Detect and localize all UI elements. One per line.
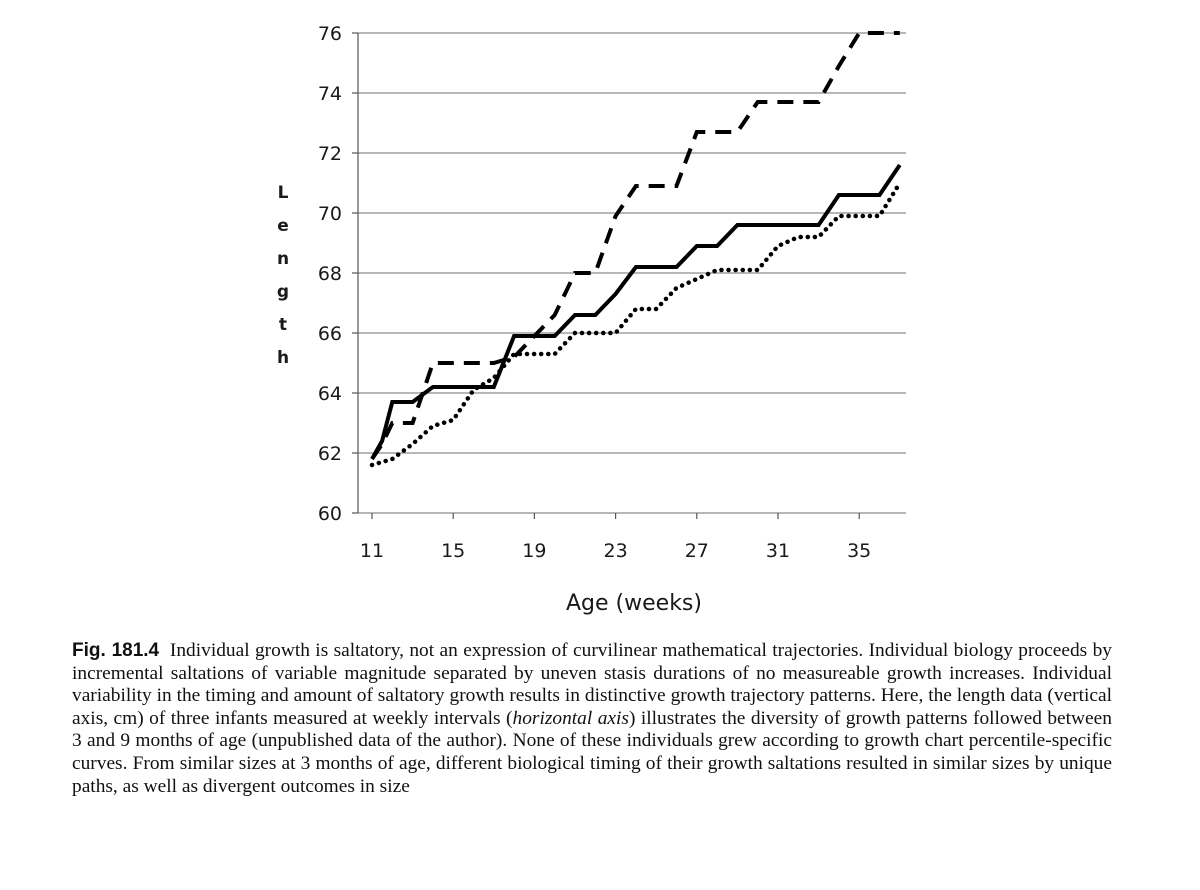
y-tick-label: 76 (317, 23, 342, 45)
y-axis-title-letter: t (278, 315, 288, 335)
x-tick-labels (360, 540, 871, 562)
y-tick-label: 66 (317, 323, 342, 345)
caption-italic: horizontal axis (512, 707, 629, 729)
x-tick-label: 15 (441, 540, 466, 562)
y-axis-title-letter: e (277, 216, 289, 236)
x-tick-label: 23 (603, 540, 628, 562)
y-axis-title-letter: h (276, 348, 290, 368)
axes (352, 33, 859, 519)
x-axis-title: Age (weeks) (566, 591, 702, 616)
y-axis-title-letter: g (276, 282, 290, 302)
y-tick-label: 68 (317, 263, 342, 285)
y-axis-title (277, 183, 289, 368)
x-tick-label: 31 (765, 540, 791, 562)
x-tick-label: 11 (359, 540, 385, 562)
data-series (372, 33, 900, 465)
dashed-series-line (372, 33, 900, 459)
y-tick-label: 72 (317, 143, 342, 165)
x-tick-label: 35 (847, 540, 872, 562)
y-tick-label: 74 (317, 83, 342, 105)
y-tick-label: 70 (317, 203, 342, 225)
caption-text: Individual growth is saltatory, not an expression of curvilinear mathematical trajectories. Individual biology proceeds by incremental saltations of variable magnitude separated by uneven stasis durations of no measureable growth increases. Individual variability in the timing and amount of saltatory growth results in distinctive growth trajectory patterns. Here, the length data (vertical axis, cm) of three infants measured at weekly intervals ( (72, 640, 1112, 729)
x-tick-label: 27 (684, 540, 709, 562)
y-tick-label: 64 (317, 383, 342, 405)
caption-text-continued: ) illustrates the diversity of growth patterns followed between 3 and 9 months of age (unpublished data of the author). None of these individuals grew according to growth chart percentile-specific curves. From similar sizes at 3 months of age, different biological timing of their growth saltations resulted in similar sizes by unique paths, as well as divergent outcomes in size (72, 707, 1112, 797)
figure-label: Fig. 181.4 (72, 640, 160, 661)
y-axis-title-letter: n (276, 249, 290, 269)
y-tick-labels (318, 23, 342, 525)
y-axis-title-letter: L (277, 183, 289, 203)
x-tick-label: 19 (522, 540, 547, 562)
y-tick-label: 62 (317, 443, 342, 465)
y-tick-label: 60 (317, 503, 342, 525)
figure-caption (72, 640, 1112, 798)
